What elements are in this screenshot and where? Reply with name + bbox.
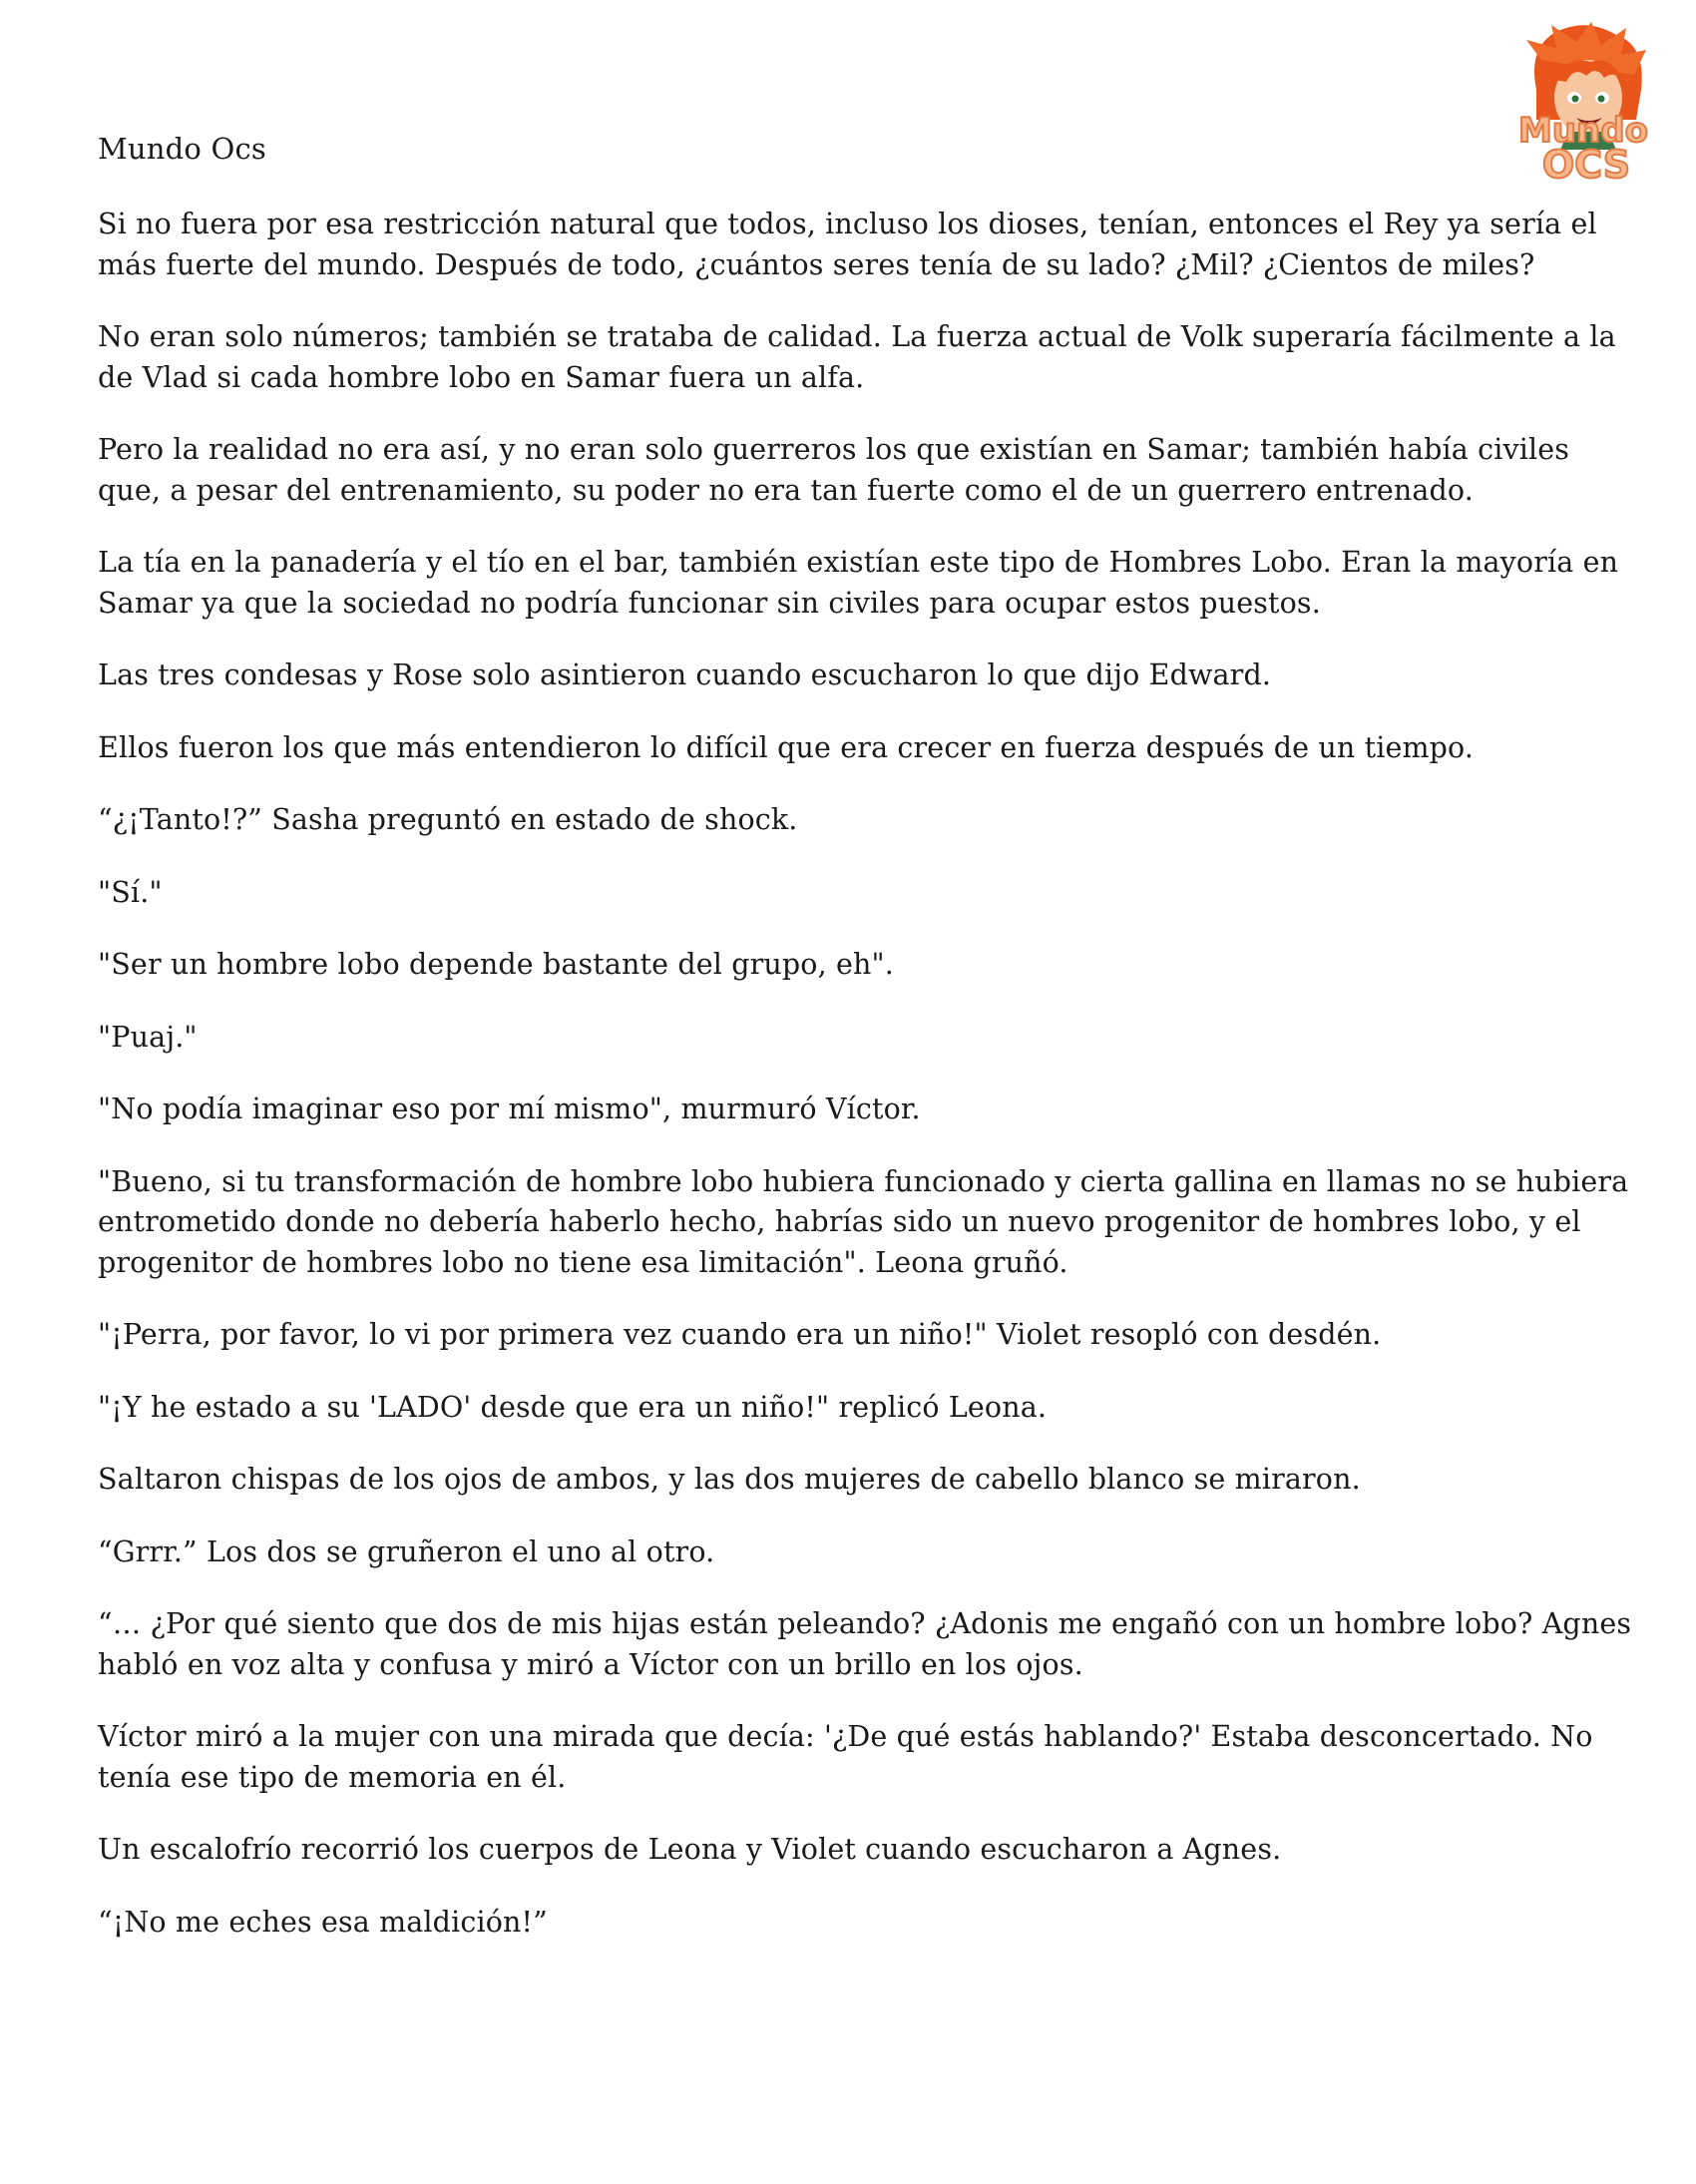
- paragraph: "No podía imaginar eso por mí mismo", murmuró Víctor.: [98, 1092, 921, 1125]
- paragraph: “¿¡Tanto!?” Sasha preguntó en estado de shock.: [98, 803, 798, 836]
- document-body: [98, 205, 1634, 1974]
- paragraph: Saltaron chispas de los ojos de ambos, y las dos mujeres de cabello blanco se miraron.: [98, 1463, 1361, 1496]
- logo-mascot-icon: [1496, 20, 1671, 190]
- paragraph: "Ser un hombre lobo depende bastante del grupo, eh".: [98, 948, 895, 981]
- paragraph: “¡No me eches esa maldición!”: [98, 1905, 548, 1939]
- paragraph: “… ¿Por qué siento que dos de mis hijas están peleando? ¿Adonis me engañó con un hombre lobo? Agnes habló en voz alta y confusa y miró a Víctor con un brillo en los ojos.: [98, 1607, 1632, 1681]
- paragraph: Un escalofrío recorrió los cuerpos de Leona y Violet cuando escucharon a Agnes.: [98, 1833, 1282, 1866]
- paragraph: "Sí.": [98, 875, 163, 909]
- paragraph: Víctor miró a la mujer con una mirada que decía: '¿De qué estás hablando?' Estaba desconcertado. No tenía ese tipo de memoria en él.: [98, 1720, 1593, 1794]
- paragraph: Ellos fueron los que más entendieron lo difícil que era crecer en fuerza después de un tiempo.: [98, 730, 1475, 764]
- page-title: Mundo Ocs: [98, 132, 266, 166]
- mundo-ocs-logo: [1496, 20, 1671, 190]
- logo-text-ocs: OCS: [1541, 143, 1631, 187]
- paragraph: Pero la realidad no era así, y no eran solo guerreros los que existían en Samar; también había civiles que, a pesar del entrenamiento, su poder no era tan fuerte como el de un guerrero entrenado.: [98, 433, 1570, 507]
- paragraph: "¡Y he estado a su 'LADO' desde que era un niño!" replicó Leona.: [98, 1390, 1048, 1424]
- paragraph: La tía en la panadería y el tío en el bar, también existían este tipo de Hombres Lobo. Eran la mayoría en Samar ya que la sociedad no podría funcionar sin civiles para ocupar estos puestos.: [98, 546, 1619, 620]
- paragraph: No eran solo números; también se trataba de calidad. La fuerza actual de Volk superaría fácilmente a la de Vlad si cada hombre lobo en Samar fuera un alfa.: [98, 320, 1616, 394]
- paragraph: "Bueno, si tu transformación de hombre lobo hubiera funcionado y cierta gallina en llamas no se hubiera entrometido donde no debería haberlo hecho, habrías sido un nuevo progenitor de hombres lobo, y el progenitor de hombres lobo no tiene esa limitación". Leona gruñó.: [98, 1164, 1629, 1279]
- paragraph: Si no fuera por esa restricción natural que todos, incluso los dioses, tenían, entonces el Rey ya sería el más fuerte del mundo. Después de todo, ¿cuántos seres tenía de su lado? ¿Mil? ¿Cientos de miles?: [98, 208, 1597, 281]
- paragraph: Las tres condesas y Rose solo asintieron cuando escucharon lo que dijo Edward.: [98, 658, 1272, 691]
- paragraph: "Puaj.": [98, 1020, 198, 1054]
- paragraph: "¡Perra, por favor, lo vi por primera vez cuando era un niño!" Violet resopló con desdén.: [98, 1318, 1382, 1351]
- paragraph: “Grrr.” Los dos se gruñeron el uno al otro.: [98, 1534, 715, 1568]
- logo-text-mundo: Mundo: [1518, 111, 1648, 151]
